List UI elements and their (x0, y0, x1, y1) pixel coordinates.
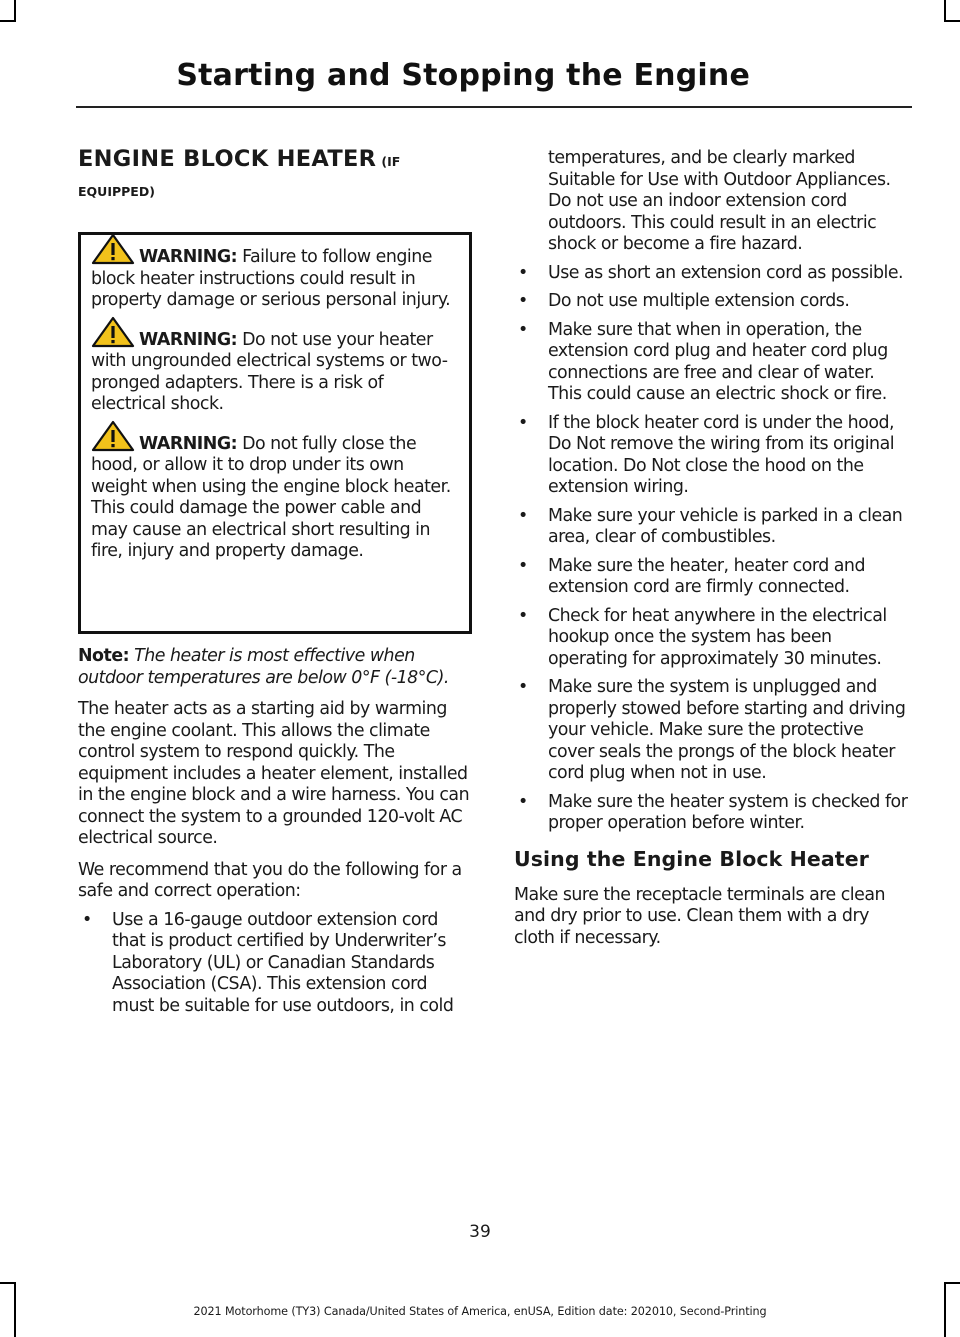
section-title-qualifier: (IF (381, 154, 401, 169)
crop-mark (0, 20, 16, 22)
paragraph: We recommend that you do the following for a safe and correct operation: (78, 859, 462, 901)
section-title-line2: EQUIPPED) (78, 184, 155, 199)
page-header-title: Starting and Stopping the Engine (176, 58, 750, 93)
crop-mark (944, 20, 960, 22)
note-label: Note: (78, 646, 130, 666)
list-item: • Do not use multiple extension cords. (518, 291, 850, 311)
warning-item (91, 432, 461, 563)
paragraph: The heater acts as a starting aid by warming the engine coolant. This allows the climate control system to respond quickly. The equipment includes a heater element, installed in the engine block and a wire harness. You can connect the system to a grounded 120-volt AC electrical source. (78, 699, 470, 848)
section-title (78, 146, 472, 199)
list-item: • Make sure your vehicle is parked in a clean area, clear of combustibles. (518, 505, 903, 547)
note-text: The heater is most effective when outdoor temperatures are below 0°F (-18°C). (78, 646, 449, 688)
warning-item (91, 328, 461, 416)
bullet-list (78, 910, 472, 1018)
subsection-text: Make sure the receptacle terminals are clean and dry prior to use. Clean them with a dry cloth if necessary. (514, 884, 886, 948)
list-item: • Check for heat anywhere in the electrical hookup once the system has been operating for approximately 30 minutes. (518, 605, 887, 669)
warning-label: WARNING: (139, 247, 238, 267)
bullet-continuation: temperatures, and be clearly marked Suitable for Use with Outdoor Appliances. Do not use an indoor extension cord outdoors. This could result in an electric shock or become a fire hazard. (548, 148, 891, 254)
list-item: • Make sure that when in operation, the extension cord plug and heater cord plug connections are free and clear of water. This could cause an electric shock or fire. (518, 319, 888, 404)
warning-label: WARNING: (139, 329, 238, 350)
crop-mark (944, 0, 946, 20)
warning-triangle-icon (91, 233, 135, 265)
warning-triangle-icon (91, 420, 135, 452)
bullet-list (514, 263, 910, 835)
list-item: • Make sure the system is unplugged and properly stowed before starting and driving your vehicle. Make sure the protective cover seals the prongs of the block heater cord plug when not in use. (518, 677, 906, 783)
note (78, 646, 472, 689)
header-rule (76, 106, 912, 108)
right-body (514, 148, 910, 949)
warning-box (78, 232, 472, 634)
page-number: 39 (469, 1222, 491, 1242)
warning-text: Failure to follow engine block heater instructions could result in property damage or serious personal injury. (91, 247, 451, 310)
left-body (78, 646, 472, 1024)
list-item: • If the block heater cord is under the hood, Do Not remove the wiring from its original location. Do Not close the hood on the extension wiring. (518, 412, 895, 497)
crop-mark (0, 1282, 16, 1284)
warning-text: Do not fully close the hood, or allow it to drop under its own weight when using the engine block heater. This could damage the power cable and may cause an electrical short resulting in fire, injury and property damage. (91, 433, 451, 561)
crop-mark (14, 0, 16, 20)
list-item: • Use as short an extension cord as possible. (518, 262, 904, 283)
subsection-title: Using the Engine Block Heater (514, 846, 869, 871)
list-item: • Make sure the heater, heater cord and extension cord are firmly connected. (518, 555, 865, 597)
page-footer: 2021 Motorhome (TY3) Canada/United States of America, enUSA, Edition date: 202010, Second-Printing (193, 1305, 767, 1318)
crop-mark (944, 1282, 960, 1284)
warning-item (91, 245, 461, 312)
warning-label: WARNING: (139, 433, 238, 454)
section-title-main: ENGINE BLOCK HEATER (78, 146, 377, 172)
warning-text: Do not use your heater with ungrounded electrical systems or two-pronged adapters. There is a risk of electrical shock. (91, 329, 448, 414)
warning-triangle-icon (91, 316, 135, 348)
list-item: • Use a 16-gauge outdoor extension cord that is product certified by Underwriter’s Laboratory (UL) or Canadian Standards Association (CSA). This extension cord must be suitable for use outdoors, in cold (82, 909, 454, 1016)
list-item: • Make sure the heater system is checked for proper operation before winter. (518, 791, 908, 833)
